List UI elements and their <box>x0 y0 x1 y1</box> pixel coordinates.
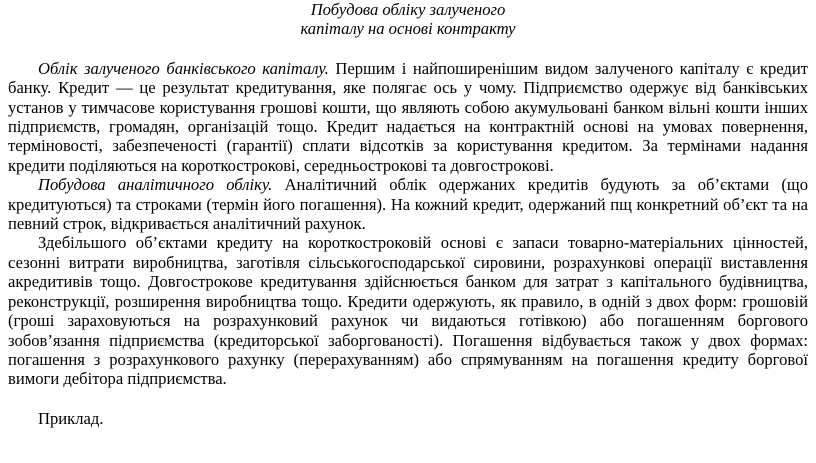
paragraph-borrowed-capital <box>8 59 808 175</box>
spacer <box>8 39 808 59</box>
example-label: Приклад. <box>38 408 104 428</box>
paragraph-text: Здебільшого об’єктами кредиту на короткостроковій основі є запаси товарно-матеріальних цінностей, сезонні витрати виробництва, заготівля сільськогосподарської сировини, розрахункові операції виставлення акредитивів тощо. Довгострокове кредитування здійснюється банком для затрат з капітального будівництва, реконструкції, розширення виробництва тощо. Кредити одержують, як правило, в одній з двох форм: грошовій (гроші зараховуються на розрахунковий рахунок чи видаються готівкою) або погашенням боргового зобов’язання підприємства (кредиторської заборгованості). Погашення відбувається також у двох формах: погашення з розрахункового рахунку (перерахуванням) або спрямуванням на погашення кредиту боргової вимоги дебітора підприємства. <box>8 233 808 389</box>
spacer <box>8 389 808 409</box>
paragraph-text: Аналітичний облік одержаних кредитів будують за об’єктами (що кредитуються) та строками (термін його погашення). На кожний кредит, одержаний пщ конкретний об’єкт та на певний строк, відкривається аналітичний рахунок. <box>8 175 809 234</box>
title-line-1: Побудова обліку залученого <box>310 0 506 19</box>
title-line-2: капіталу на основі контракту <box>300 19 516 39</box>
paragraph-heading: Побудова аналітичного обліку. <box>38 175 273 195</box>
document-title <box>8 0 808 39</box>
paragraph-heading: Облік залученого банківського капіталу. <box>38 58 329 78</box>
paragraph-credit-objects <box>8 233 808 388</box>
paragraph-analytical-accounting <box>8 175 808 233</box>
paragraph-text: Першим і найпоширенішим видом залученого капіталу є кредит банку. Кредит — це результат кредитування, яке полягає ось у чому. Підприємство одержує від банківських установ у тимчасове користування грошові кошти, що являють собою акумульовані банком вільні кошти інших підприємств, громадян, організацій тощо. Кредит надається на контрактній основі на умовах повернення, терміновості, забезпеченості (гарантії) сплати відсотків за користування кредитом. За термінами надання кредити поділяються на короткострокові, середньострокові та довгострокові. <box>8 58 808 175</box>
